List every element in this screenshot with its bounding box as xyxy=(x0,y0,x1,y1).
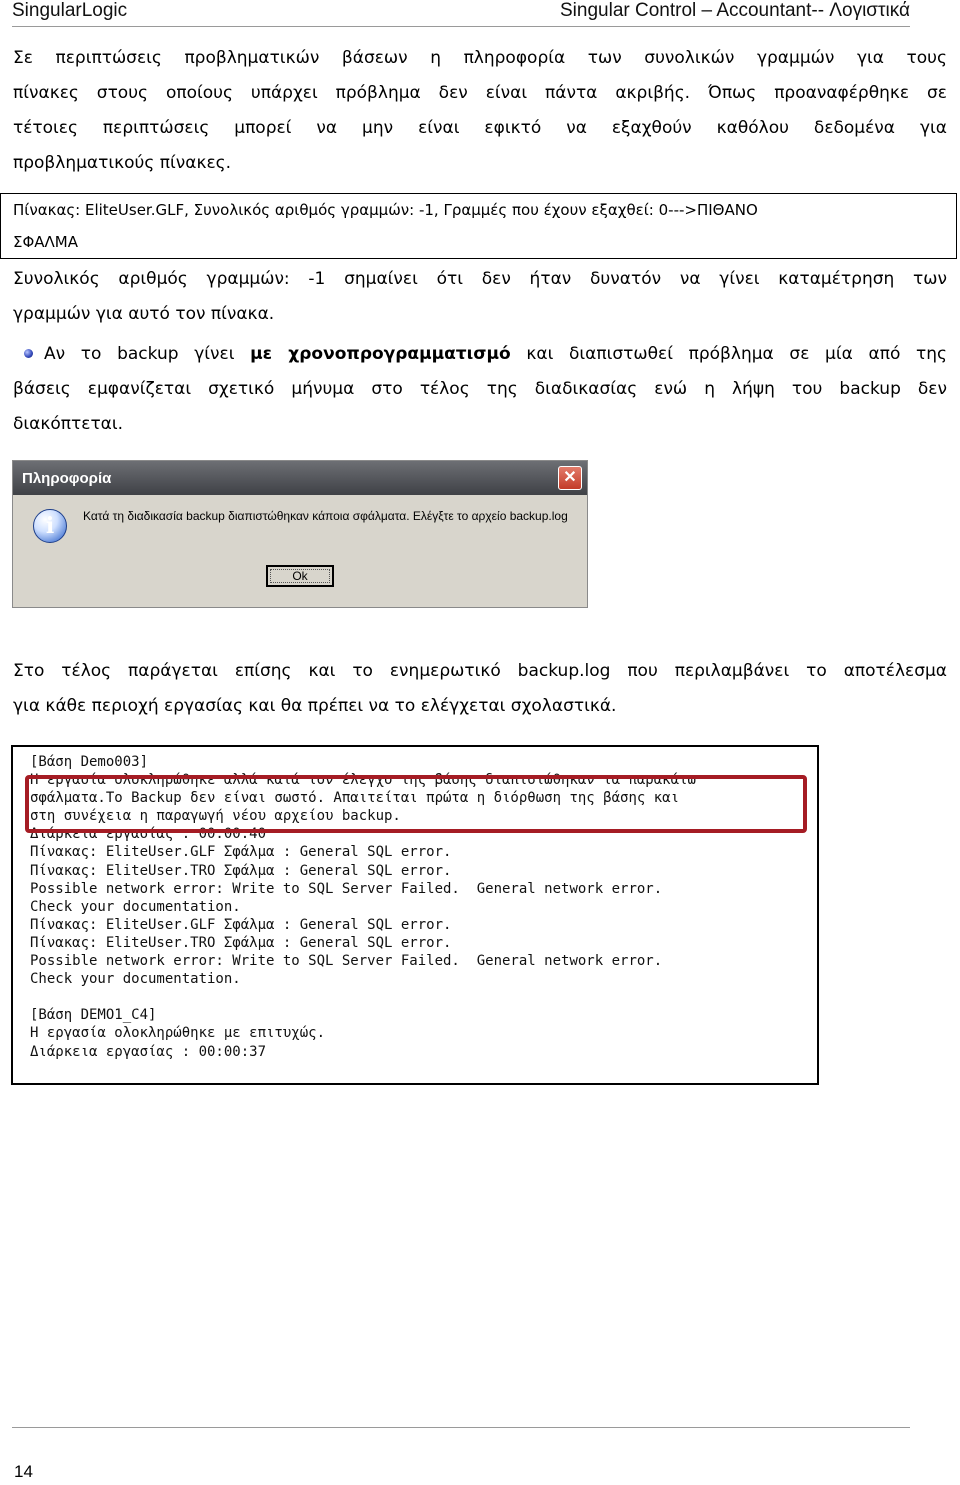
log-line: Πίνακας: EliteUser.GLF Σφάλμα : General SQL error. xyxy=(30,844,452,861)
ok-button[interactable] xyxy=(266,565,334,587)
closing-line: Στο τέλος παράγεται επίσης και το ενημερωτικό backup.log που περιλαμβάνει το αποτέλεσμα xyxy=(13,661,947,681)
example-line: ΣΦΑΛΜΑ xyxy=(13,233,79,251)
log-line: Διάρκεια εργασίας : 00:00:40 xyxy=(30,826,267,843)
log-line: Πίνακας: EliteUser.TRO Σφάλμα : General SQL error. xyxy=(30,862,452,879)
log-line: Η εργασία ολοκληρώθηκε με επιτυχώς. xyxy=(30,1025,326,1042)
log-line: Η εργασία ολοκληρώθηκε αλλά κατά τον έλεγχο της βάσης διαπιστώθηκαν τα παρακάτω xyxy=(30,772,696,789)
dialog-titlebar xyxy=(13,461,587,495)
intro-line: Σε περιπτώσεις προβληματικών βάσεων η πληροφορία των συνολικών γραμμών για τους xyxy=(13,48,947,68)
log-line: Πίνακας: EliteUser.GLF Σφάλμα : General SQL error. xyxy=(30,916,452,933)
close-icon[interactable]: ✕ xyxy=(558,466,582,490)
closing-paragraph xyxy=(13,654,947,724)
bullet-suffix: και διαπιστωθεί πρόβλημα σε μία από της xyxy=(510,344,947,364)
bullet-line xyxy=(13,337,947,372)
explanation-paragraph xyxy=(13,262,947,332)
example-box xyxy=(0,193,957,259)
log-line: Διάρκεια εργασίας : 00:00:37 xyxy=(30,1043,267,1060)
log-line: Check your documentation. xyxy=(30,898,241,915)
bullet-bold-text: με χρονοπρογραμματισμό xyxy=(250,344,511,364)
info-dialog xyxy=(12,460,588,608)
intro-line: προβληματικούς πίνακες. xyxy=(13,153,232,173)
dialog-title: Πληροφορία xyxy=(22,470,112,487)
log-line xyxy=(30,988,817,1006)
log-line: [Βάση DEMO1_C4] xyxy=(30,1007,157,1024)
header-divider xyxy=(12,26,910,27)
explanation-line: Συνολικός αριθμός γραμμών: -1 σημαίνει ότι δεν ήταν δυνατόν να γίνει καταμέτρηση των xyxy=(13,269,947,289)
log-line: Check your documentation. xyxy=(30,971,241,988)
log-line: στη συνέχεια η παραγωγή νέου αρχείου backup. xyxy=(30,808,401,825)
intro-paragraph xyxy=(13,41,947,181)
log-line: Πίνακας: EliteUser.TRO Σφάλμα : General SQL error. xyxy=(30,934,452,951)
header-product: Singular Control – Accountant-- Λογιστικά xyxy=(560,0,910,21)
bullet-paragraph xyxy=(13,337,947,442)
bullet-prefix: Αν το backup γίνει xyxy=(44,344,251,364)
log-line: Possible network error: Write to SQL Server Failed. General network error. xyxy=(30,953,663,970)
bullet-line: διακόπτεται. xyxy=(13,414,124,434)
backup-log xyxy=(11,745,819,1085)
log-line: Possible network error: Write to SQL Server Failed. General network error. xyxy=(30,880,663,897)
page-header xyxy=(12,0,910,22)
intro-line: τέτοιες περιπτώσεις μπορεί να μην είναι εφικτό να εξαχθούν καθόλου δεδομένα για xyxy=(13,118,947,138)
intro-line: πίνακες στους οποίους υπάρχει πρόβλημα δεν είναι πάντα ακριβής. Όπως προαναφέρθηκε σε xyxy=(13,83,947,103)
bullet-line: βάσεις εμφανίζεται σχετικό μήνυμα στο τέλος της διαδικασίας ενώ η λήψη του backup δεν xyxy=(13,379,947,399)
bullet-icon xyxy=(24,349,33,358)
example-line: Πίνακας: EliteUser.GLF, Συνολικός αριθμός γραμμών: -1, Γραμμές που έχουν εξαχθεί: 0--->ΠΙΘΑΝΟ xyxy=(13,201,758,219)
ok-button-label: Ok xyxy=(292,569,308,583)
page-number: 14 xyxy=(14,1462,33,1481)
log-line: σφάλματα.Το Backup δεν είναι σωστό. Απαιτείται πρώτα η διόρθωση της βάσης και xyxy=(30,790,680,807)
footer-divider xyxy=(12,1427,910,1428)
header-company: SingularLogic xyxy=(12,0,128,21)
closing-line: για κάθε περιοχή εργασίας και θα πρέπει να το ελέγχεται σχολαστικά. xyxy=(13,696,617,716)
dialog-message: Κατά τη διαδικασία backup διαπιστώθηκαν κάποια σφάλματα. Ελέγξτε το αρχείο backup.log xyxy=(83,509,568,523)
log-line: [Βάση Demo003] xyxy=(30,754,149,770)
explanation-line: γραμμών για αυτό τον πίνακα. xyxy=(13,304,275,324)
info-icon: i xyxy=(33,509,67,543)
